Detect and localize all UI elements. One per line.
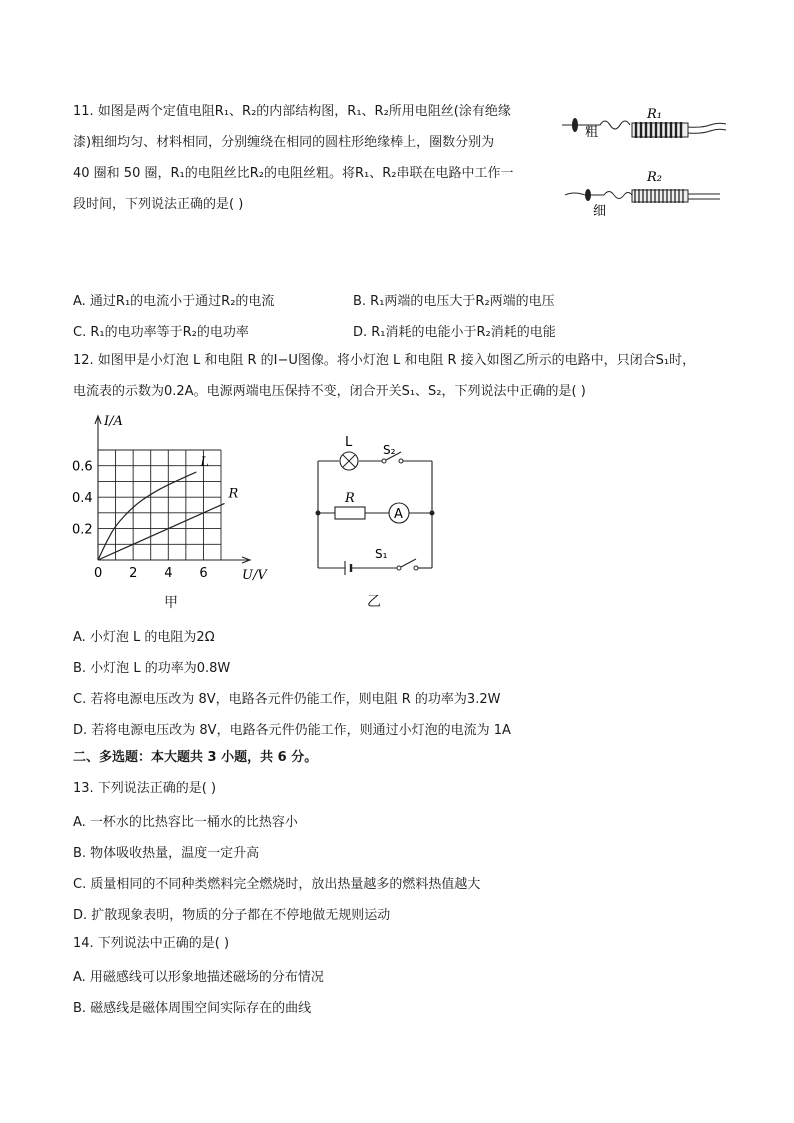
x-tick-label: 2 (129, 566, 138, 581)
q11-option-a[interactable]: A. 通过R₁的电流小于通过R₂的电流 (73, 294, 275, 309)
y-tick-label: 0.4 (72, 491, 93, 507)
graph-caption: 甲 (164, 595, 178, 611)
q13-option-b[interactable]: B. 物体吸收热量，温度一定升高 (73, 846, 260, 861)
r2-label: R₂ (647, 170, 662, 185)
wire-end-marker-2 (585, 189, 591, 201)
q13-option-a[interactable]: A. 一杯水的比热容比一桶水的比热容小 (73, 815, 298, 830)
section-2-heading: 二、多选题：本大题共 3 小题，共 6 分。 (73, 750, 318, 765)
q12-option-c[interactable]: C. 若将电源电压改为 8V，电路各元件仍能工作，则电阻 R 的功率为3.2W (73, 692, 501, 707)
q12-line-1: 12. 如图甲是小灯泡 L 和电阻 R 的I−U图像。将小灯泡 L 和电阻 R 接入如图乙所示的电路中，只闭合S₁时， (73, 353, 696, 368)
switch-s1-label: S₁ (375, 547, 388, 561)
resistor-structure-figure (560, 98, 730, 223)
q12-option-b[interactable]: B. 小灯泡 L 的功率为0.8W (73, 661, 231, 676)
r2-thin-note: 细 (593, 204, 607, 219)
q11-option-d[interactable]: D. R₁消耗的电能小于R₂消耗的电能 (353, 325, 556, 340)
junction-right (430, 511, 435, 516)
q12-option-d[interactable]: D. 若将电源电压改为 8V，电路各元件仍能工作，则通过小灯泡的电流为 1A (73, 723, 511, 738)
x-tick-label: 4 (164, 566, 173, 581)
q11-line-1: 11. 如图是两个定值电阻R₁、R₂的内部结构图，R₁、R₂所用电阻丝(涂有绝缘 (73, 104, 511, 119)
q11-option-c[interactable]: C. R₁的电功率等于R₂的电功率 (73, 325, 249, 340)
y-tick-label: 0.6 (72, 459, 93, 475)
x-tick-label: 6 (199, 566, 208, 581)
battery-symbol (345, 561, 351, 575)
q14-stem: 14. 下列说法中正确的是( ) (73, 936, 230, 951)
q14-option-b[interactable]: B. 磁感线是磁体周围空间实际存在的曲线 (73, 1001, 312, 1016)
circuit-diagram (305, 428, 445, 578)
lamp-label: L (345, 435, 353, 450)
q11-line-4: 段时间，下列说法正确的是( ) (73, 197, 244, 212)
x-axis-label: U/V (242, 568, 267, 583)
q13-stem: 13. 下列说法正确的是( ) (73, 781, 217, 796)
q12-option-a[interactable]: A. 小灯泡 L 的电阻为2Ω (73, 630, 215, 645)
x-tick-label: 0 (94, 566, 103, 581)
resistor-label: R (345, 491, 355, 506)
ammeter-letter: A (394, 507, 403, 522)
iu-graph (66, 410, 286, 585)
q13-option-d[interactable]: D. 扩散现象表明，物质的分子都在不停地做无规则运动 (73, 908, 391, 923)
r1-label: R₁ (647, 107, 662, 122)
junction-left (316, 511, 321, 516)
q13-option-c[interactable]: C. 质量相同的不同种类燃料完全燃烧时，放出热量越多的燃料热值越大 (73, 877, 481, 892)
circuit-caption: 乙 (367, 594, 381, 610)
q12-line-2: 电流表的示数为0.2A。电源两端电压保持不变，闭合开关S₁、S₂，下列说法中正确的是( ) (73, 384, 586, 399)
r1-thick-note: 粗 (585, 125, 599, 140)
series-line-R (98, 503, 225, 560)
lamp-symbol (340, 452, 358, 470)
r2-thin-wire (565, 192, 632, 199)
y-tick-label: 0.2 (72, 522, 93, 538)
graph-axes (95, 416, 250, 563)
wire-end-marker (572, 118, 578, 132)
resistor-symbol (335, 507, 365, 519)
series-label-R: R (228, 486, 239, 502)
series-line-L (98, 472, 196, 560)
q11-line-3: 40 圈和 50 圈，R₁的电阻丝比R₂的电阻丝粗。将R₁、R₂串联在电路中工作一 (73, 166, 514, 181)
q11-line-2: 漆)粗细均匀、材料相同，分别缠绕在相同的圆柱形绝缘棒上，圈数分别为 (73, 135, 495, 150)
series-label-L: L (200, 455, 210, 470)
switch-s2-label: S₂ (383, 443, 396, 457)
q14-option-a[interactable]: A. 用磁感线可以形象地描述磁场的分布情况 (73, 970, 324, 985)
y-axis-label: I/A (104, 414, 123, 429)
q11-option-b[interactable]: B. R₁两端的电压大于R₂两端的电压 (353, 294, 555, 309)
switch-s1 (397, 559, 418, 570)
